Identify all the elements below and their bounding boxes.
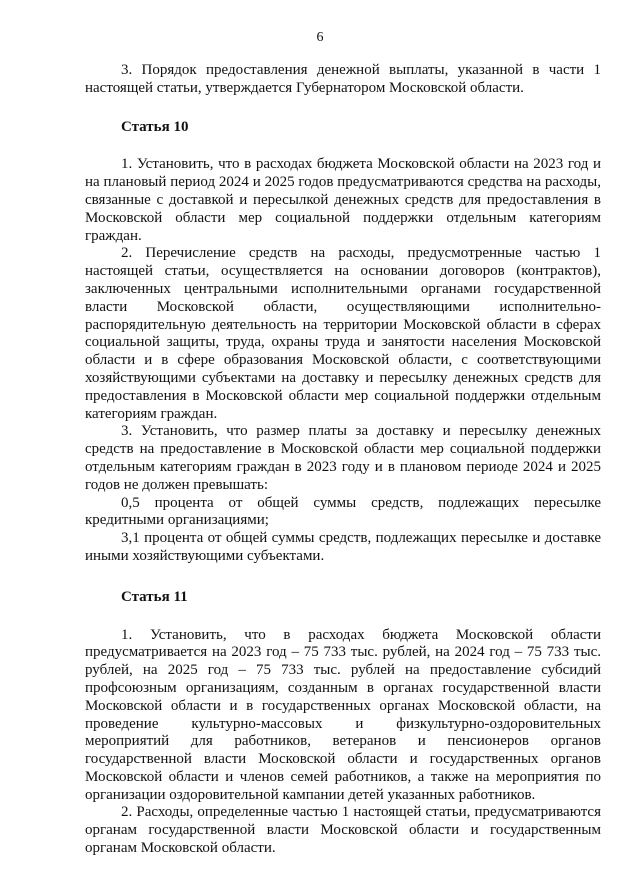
article-11-heading: Статья 11	[121, 588, 188, 605]
article-10-paragraph-4: 0,5 процента от общей суммы средств, подлежащих пересылке кредитными организациями;	[85, 494, 601, 529]
article-10-paragraph-2: 2. Перечисление средств на расходы, предусмотренные частью 1 настоящей статьи, осуществляется на основании договоров (контрактов), заключенных центральными исполнительными органами государственной власти Московской области, осуществляющими исполнительно-распорядительную деятельность на территории Московской области в сферах социальной защиты, труда, охраны труда и занятости населения Московской области и в сфере образования Московской области, с соответствующими хозяйствующими субъектами на доставку и пересылку денежных средств для предоставления в Московской области мер социальной поддержки отдельным категориям граждан.	[85, 245, 601, 422]
article-11-body	[85, 627, 601, 858]
article-10-paragraph-3: 3. Установить, что размер платы за доставку и пересылку денежных средств на предоставление в Московской области мер социальной поддержки отдельным категориям граждан в 2023 году и в плановом периоде 2024 и 2025 годов не должен превышать:	[85, 423, 601, 493]
article-10-paragraph-5: 3,1 процента от общей суммы средств, подлежащих пересылке и доставке иными хозяйствующими субъектами.	[85, 530, 601, 564]
intro-paragraph: 3. Порядок предоставления денежной выплаты, указанной в части 1 настоящей статьи, утверждается Губернатором Московской области.	[85, 62, 601, 96]
document-body	[85, 62, 601, 858]
article-10-paragraph-1: 1. Установить, что в расходах бюджета Московской области на 2023 год и на плановый период 2024 и 2025 годов предусматриваются средства на расходы, связанные с доставкой и пересылкой денежных средств для предоставления в Московской области мер социальной поддержки отдельным категориям граждан.	[85, 156, 601, 244]
article-11-paragraph-1: 1. Установить, что в расходах бюджета Московской области предусматривается на 2023 год – 75 733 тыс. рублей, на 2024 год – 75 733 тыс. рублей, на 2025 год – 75 733 тыс. рублей на предоставление субсидий профсоюзным организациям, созданным в органах государственной власти Московской области и в государственных органах Московской области, на проведение культурно-массовых и физкультурно-оздоровительных мероприятий для работников, ветеранов и пенсионеров органов государственной власти Московской области и государственных органов Московской области и членов семей работников, а также на мероприятия по организации оздоровительной кампании детей указанных работников.	[85, 626, 601, 803]
article-10-body	[85, 156, 601, 565]
article-11-paragraph-2: 2. Расходы, определенные частью 1 настоящей статьи, предусматриваются органам государственной власти Московской области и государственным органам Московской области.	[85, 804, 601, 857]
page-number: 6	[316, 30, 324, 45]
article-10-heading: Статья 10	[121, 118, 189, 135]
